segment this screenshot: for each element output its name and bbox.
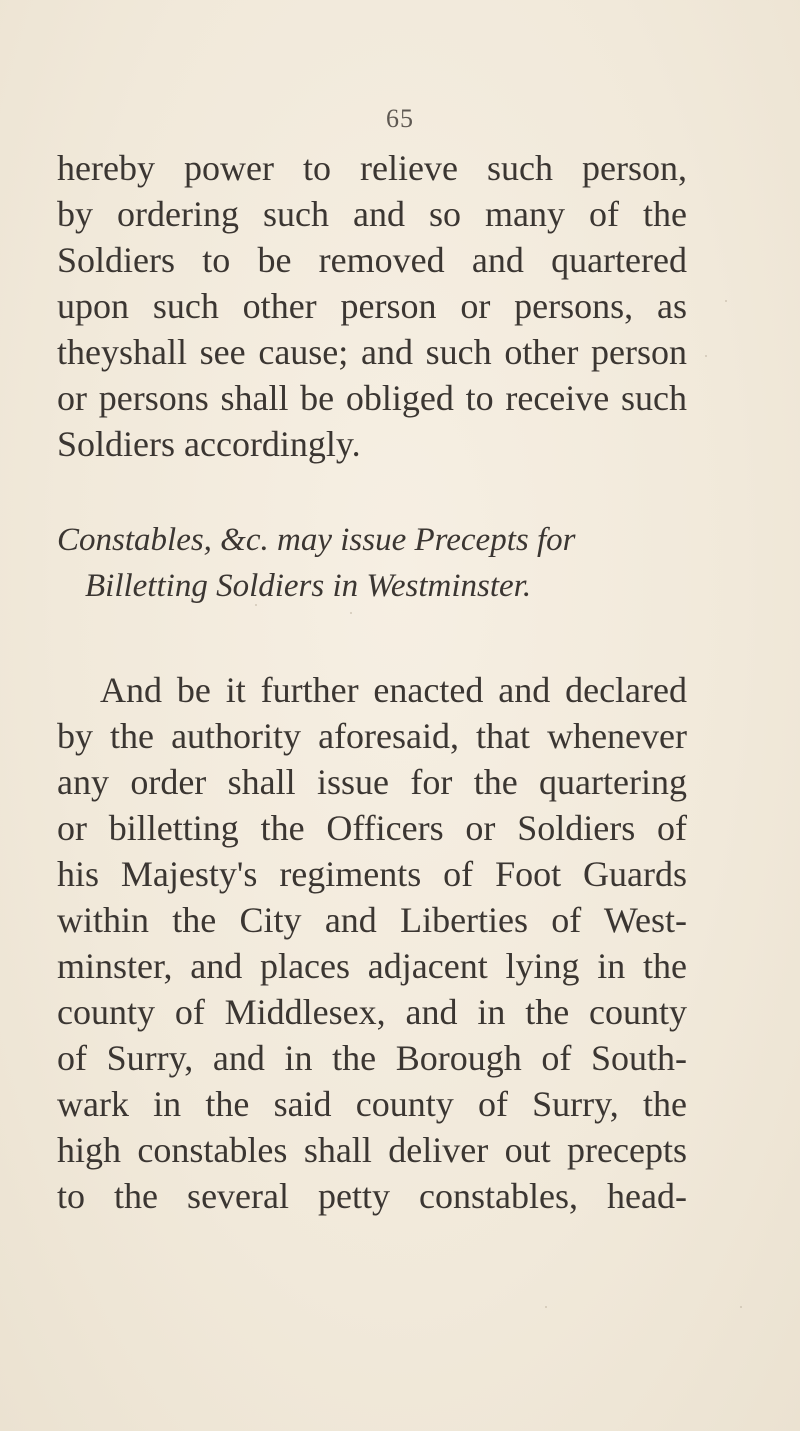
text-line: high constables shall deliver out precepts	[57, 1130, 687, 1170]
text-line: theyshall see cause; and such other person	[57, 332, 687, 372]
text-line: And be it further enacted and declared	[100, 670, 687, 710]
heading-line: Billetting Soldiers in Westminster.	[85, 568, 532, 604]
text-line: or persons shall be obliged to receive such	[57, 378, 687, 418]
speck	[740, 1306, 742, 1308]
text-line: within the City and Liberties of West-	[57, 900, 687, 940]
text-line: by ordering such and so many of the	[57, 194, 687, 234]
speck	[725, 300, 727, 302]
text-line: county of Middlesex, and in the county	[57, 992, 687, 1032]
text-line: upon such other person or persons, as	[57, 286, 687, 326]
page-number: 65	[386, 104, 414, 133]
text-line: Soldiers to be removed and quartered	[57, 240, 687, 280]
text-line: or billetting the Officers or Soldiers of	[57, 808, 687, 848]
text-line: any order shall issue for the quartering	[57, 762, 687, 802]
speck	[350, 612, 352, 614]
speck	[255, 604, 257, 606]
text-line: his Majesty's regiments of Foot Guards	[57, 854, 687, 894]
heading-line: Constables, &c. may issue Precepts for	[57, 522, 576, 558]
text-line: by the authority aforesaid, that whenever	[57, 716, 687, 756]
text-line: minster, and places adjacent lying in the	[57, 946, 687, 986]
speck	[545, 1306, 547, 1308]
text-line: Soldiers accordingly.	[57, 424, 361, 464]
text-line: hereby power to relieve such person,	[57, 148, 687, 188]
speck	[705, 355, 707, 357]
text-line: wark in the said county of Surry, the	[57, 1084, 687, 1124]
text-line: to the several petty constables, head-	[57, 1176, 687, 1216]
text-line: of Surry, and in the Borough of South-	[57, 1038, 687, 1078]
